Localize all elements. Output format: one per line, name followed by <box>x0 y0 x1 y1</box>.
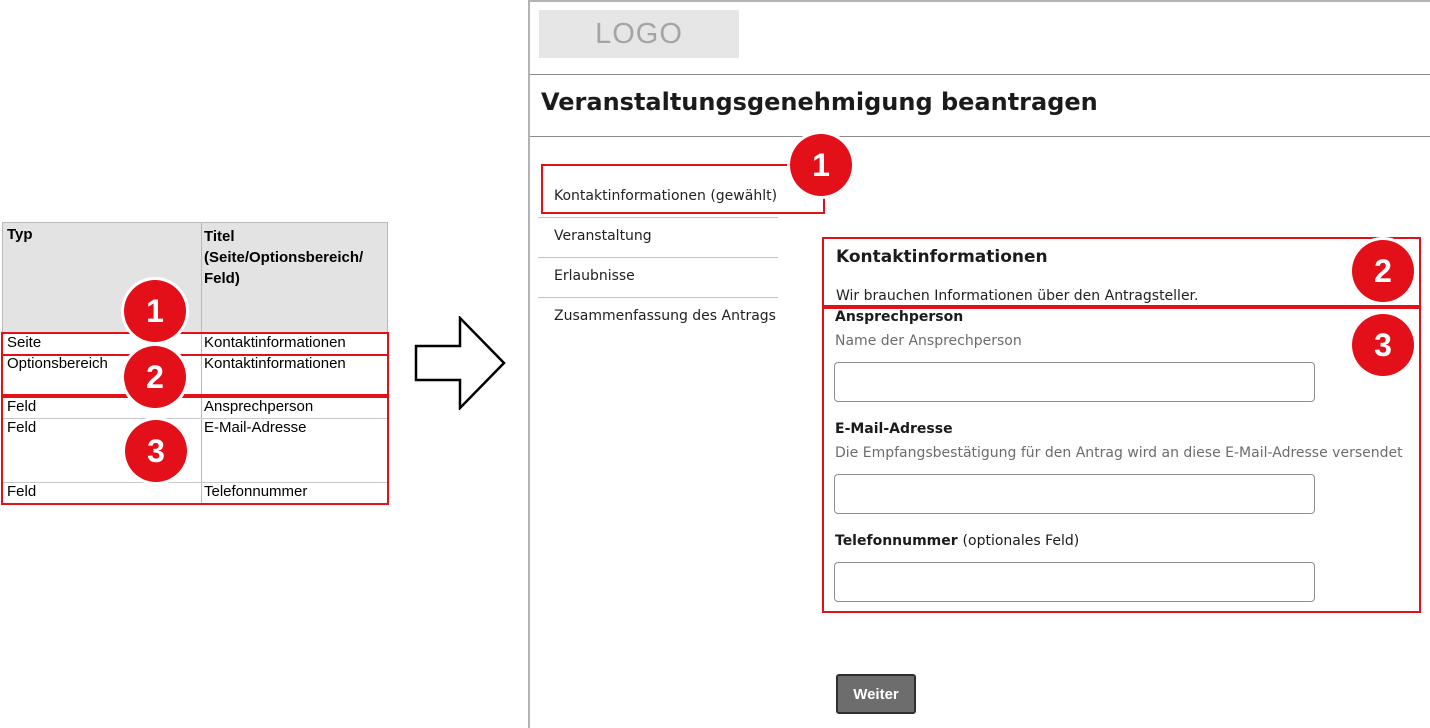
row-title: Telefonnummer <box>204 483 308 500</box>
field-label-text: E-Mail-Adresse <box>835 421 953 437</box>
highlight-box-2-table <box>1 354 389 396</box>
next-button[interactable]: Weiter <box>836 674 916 714</box>
nav-item-kontaktinformationen[interactable]: Kontaktinformationen (gewählt) <box>554 188 778 204</box>
row-type: Optionsbereich <box>7 355 108 372</box>
header-type: Typ <box>7 226 33 243</box>
logo: LOGO <box>539 10 739 58</box>
title-divider <box>530 136 1430 137</box>
field-label-text: Telefonnummer <box>835 533 958 549</box>
page-title: Veranstaltungsgenehmigung beantragen <box>541 88 1098 116</box>
mapping-table-header <box>3 223 387 333</box>
section-description: Wir brauchen Informationen über den Antragsteller. <box>836 288 1199 304</box>
right-arrow-icon <box>414 316 508 410</box>
row-title: E-Mail-Adresse <box>204 419 307 436</box>
highlight-box-2-screen <box>822 237 1421 307</box>
highlight-box-1-screen <box>541 164 825 214</box>
highlight-box-3-table <box>1 396 389 505</box>
field-hint-ansprechperson: Name der Ansprechperson <box>835 333 1022 349</box>
row-title: Kontaktinformationen <box>204 334 346 351</box>
row-title: Kontaktinformationen <box>204 355 346 372</box>
highlight-box-1-table <box>1 332 389 356</box>
nav-item-zusammenfassung[interactable]: Zusammenfassung des Antrags <box>554 308 776 324</box>
row-title: Ansprechperson <box>204 398 314 415</box>
marker-1-screen: 1 <box>790 134 852 196</box>
section-title: Kontaktinformationen <box>836 247 1048 267</box>
row-type: Feld <box>7 398 37 415</box>
marker-3-table: 3 <box>125 420 187 482</box>
nav-item-veranstaltung[interactable]: Veranstaltung <box>554 228 652 244</box>
row-type: Feld <box>7 419 37 436</box>
header-title: Titel (Seite/Optionsbereich/ Feld) <box>204 228 364 287</box>
marker-2-table: 2 <box>124 346 186 408</box>
highlight-box-3-screen <box>822 307 1421 613</box>
marker-2-screen: 2 <box>1352 240 1414 302</box>
field-label-text: Ansprechperson <box>835 309 964 325</box>
marker-3-screen: 3 <box>1352 314 1414 376</box>
row-type: Feld <box>7 483 37 500</box>
optional-note: (optionales Feld) <box>962 533 1080 549</box>
nav-item-erlaubnisse[interactable]: Erlaubnisse <box>554 268 635 284</box>
field-hint-email: Die Empfangsbestätigung für den Antrag wird an diese E-Mail-Adresse versendet <box>835 445 1403 461</box>
row-type: Seite <box>7 334 42 351</box>
marker-1-table: 1 <box>124 280 186 342</box>
header-divider <box>530 74 1430 75</box>
